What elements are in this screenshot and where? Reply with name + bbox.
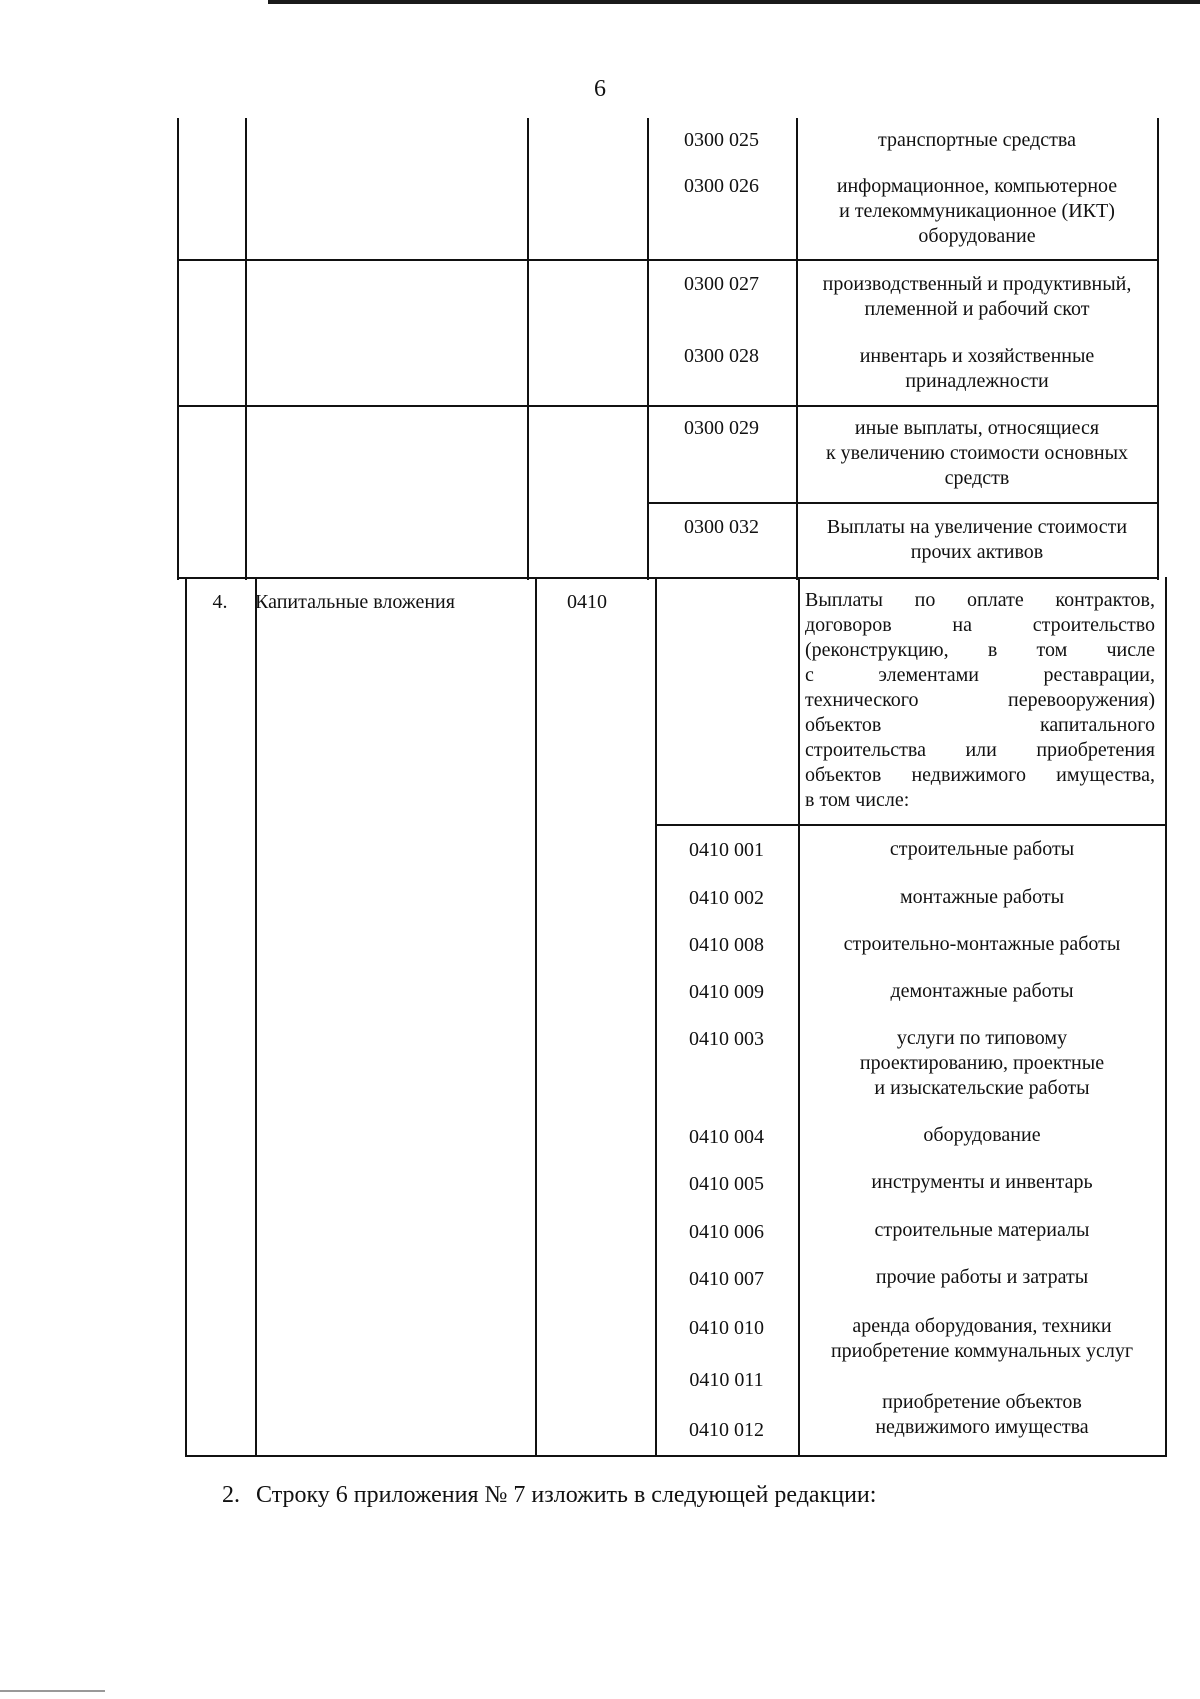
code-cell: 0300 029: [684, 417, 759, 439]
code-cell: 0410 012: [689, 1419, 764, 1441]
section-description: [805, 588, 1155, 813]
desc-cell: оборудование: [923, 1124, 1041, 1146]
desc-line: строительства или приобретения: [805, 739, 1155, 761]
desc-cell: прочие работы и затраты: [875, 1266, 1089, 1288]
desc-line: в том числе:: [805, 789, 910, 811]
code-cell: 0410 011: [689, 1369, 764, 1391]
page-number: 6: [594, 76, 606, 102]
desc-line: с элементами реставрации,: [805, 664, 1155, 686]
code-cell: 0410 003: [689, 1028, 764, 1050]
paragraph-text: Строку 6 приложения № 7 изложить в следующей редакции:: [256, 1482, 877, 1508]
desc-cell: демонтажные работы: [890, 980, 1074, 1002]
code-cell: 0300 027: [684, 273, 759, 295]
desc-cell: инструменты и инвентарь: [871, 1171, 1093, 1193]
code-cell: 0410 006: [689, 1221, 764, 1243]
desc-cell: иные выплаты, относящиеся к увеличению стоимости основных средств: [825, 417, 1129, 489]
desc-line: объектов капитального: [805, 714, 1155, 736]
code-cell: 0410 005: [689, 1173, 764, 1195]
desc-cell: аренда оборудования, техники приобретение коммунальных услуг: [830, 1315, 1134, 1362]
desc-cell: Выплаты на увеличение стоимости прочих активов: [826, 516, 1128, 563]
code-cell: 0410 007: [689, 1268, 764, 1290]
desc-cell: строительно-монтажные работы: [843, 933, 1121, 955]
section-code: 0410: [567, 591, 607, 613]
desc-cell: строительные материалы: [874, 1219, 1090, 1241]
scan-edge-bottom: [0, 1690, 105, 1692]
desc-line: Выплаты по оплате контрактов,: [805, 589, 1155, 611]
desc-line: технического перевооружения): [805, 689, 1155, 711]
section-name: Капитальные вложения: [255, 591, 455, 613]
scan-edge-top: [268, 0, 1200, 4]
desc-cell: монтажные работы: [899, 886, 1065, 908]
section-number: 4.: [212, 591, 228, 613]
code-cell: 0300 032: [684, 516, 759, 538]
desc-cell: производственный и продуктивный, племенной и рабочий скот: [822, 273, 1132, 320]
desc-line: (реконструкцию, в том числе: [805, 639, 1155, 661]
desc-cell: приобретение объектов недвижимого имущества: [875, 1391, 1089, 1438]
code-cell: 0410 009: [689, 981, 764, 1003]
code-cell: 0410 001: [689, 839, 764, 861]
desc-cell: транспортные средства: [878, 129, 1076, 151]
code-cell: 0410 010: [689, 1317, 764, 1339]
code-cell: 0300 025: [684, 129, 759, 151]
desc-line: объектов недвижимого имущества,: [805, 764, 1155, 786]
desc-cell: строительные работы: [889, 838, 1075, 860]
desc-line: договоров на строительство: [805, 614, 1155, 636]
paragraph-number: 2.: [222, 1482, 240, 1508]
desc-cell: услуги по типовому проектированию, проектные и изыскательские работы: [859, 1027, 1105, 1099]
code-cell: 0300 028: [684, 345, 759, 367]
code-cell: 0300 026: [684, 175, 759, 197]
code-cell: 0410 008: [689, 934, 764, 956]
desc-cell: информационное, компьютерное и телекоммуникационное (ИКТ) оборудование: [836, 175, 1118, 247]
code-cell: 0410 004: [689, 1126, 764, 1148]
paragraph-2: [222, 1482, 886, 1509]
code-cell: 0410 002: [689, 887, 764, 909]
desc-cell: инвентарь и хозяйственные принадлежности: [859, 345, 1095, 392]
